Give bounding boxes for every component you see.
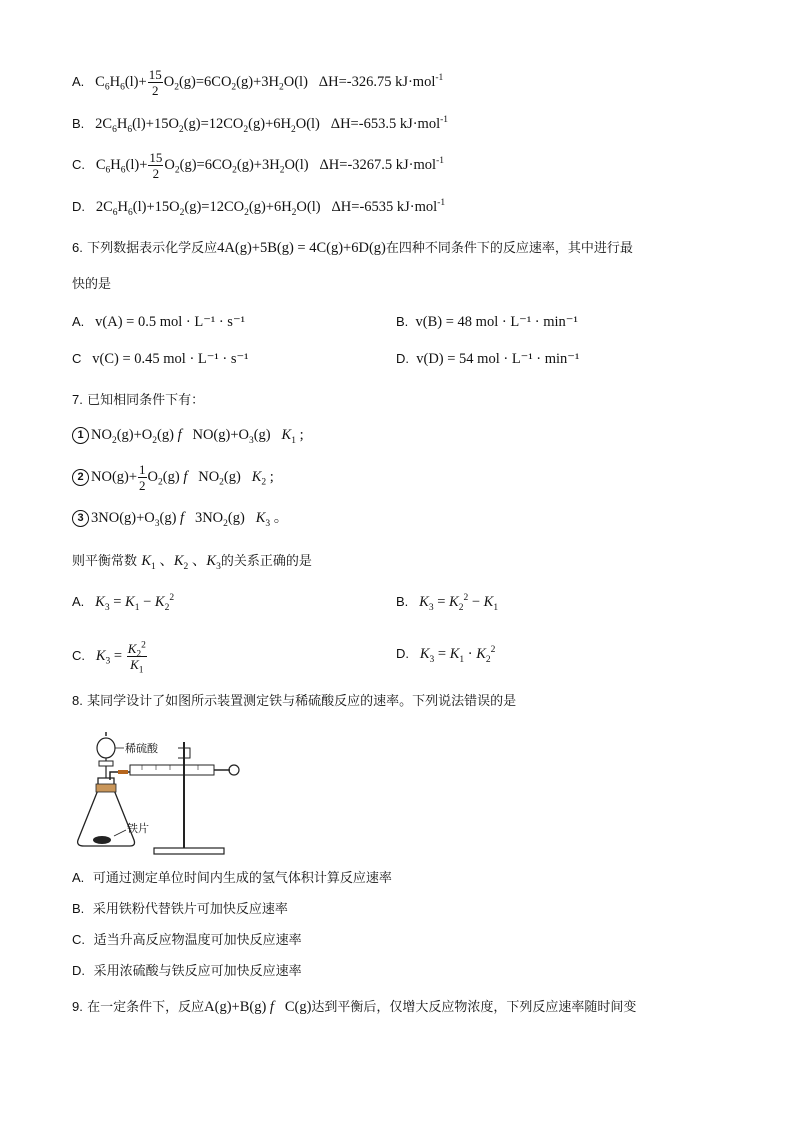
- apparatus-figure: [72, 728, 252, 858]
- q9-reaction: A(g)+B(g) f C(g): [204, 999, 312, 1015]
- option-label: B.: [72, 116, 85, 131]
- option-text: 采用浓硫酸与铁反应可加快反应速率: [93, 964, 302, 979]
- label-iron-sheet: 铁片: [127, 822, 149, 835]
- rate-expression: v(C) = 0.45 mol · L⁻¹ · s⁻¹: [92, 351, 249, 367]
- q6-reaction: 4A(g)+5B(g) = 4C(g)+6D(g): [217, 240, 386, 256]
- enthalpy-value: ΔH=-653.5 kJ·mol: [330, 116, 441, 132]
- unit-exponent: -1: [437, 198, 446, 209]
- fraction: $\frac{15}{2}$: [148, 67, 162, 98]
- option-label: C: [72, 351, 82, 366]
- q9-stem-text: 在一定条件下，反应: [87, 1000, 205, 1015]
- q7-ask: 则平衡常数 $K_1$ 、$K_2$ 、$K_3$的关系正确的是: [72, 553, 312, 572]
- q7-option-a: A. $K_3 = K_1 - K_2^2$: [72, 593, 175, 613]
- fraction: $\frac{K_2^2}{K_1}$: [127, 640, 146, 676]
- q6-stem-text: 下列数据表示化学反应: [87, 241, 218, 256]
- q5-option-a: A. $C_6H_6(l)+$ $\frac{15}{2}$ $O_2(g)=6CO_2(g)+3H_2O(l)$ ΔH=-326.75 kJ·mol$^{-1}$: [72, 67, 444, 98]
- q8-option-d: [72, 962, 302, 981]
- option-label: A.: [72, 73, 85, 89]
- q7-ask-text-2: 的关系正确的是: [220, 554, 312, 569]
- q7-equation-2: 2 NO(g)+ $\frac{1}{2}$ $O_2(g)$ f $NO_2(g)$ $K_2$ ;: [72, 462, 274, 493]
- q5-option-d: D. $2C_6H_6(l)+15O_2(g)=12CO_2(g)+6H_2O(l)$ ΔH=-6535 kJ·mol$^{-1}$: [72, 198, 446, 218]
- q7-equation-3: 3 $3NO(g)+O_3(g)$ f $3NO_2(g)$ $K_3$ 。: [72, 509, 288, 527]
- question-number: 6.: [72, 240, 83, 255]
- circled-1-marker: 1: [72, 427, 89, 444]
- option-text: 可通过测定单位时间内生成的氢气体积计算反应速率: [92, 871, 392, 886]
- q7-stem: [72, 391, 204, 410]
- q7-ask-text: 则平衡常数: [72, 554, 138, 569]
- enthalpy-value: ΔH=-326.75 kJ·mol: [318, 73, 436, 90]
- option-label: C.: [72, 156, 85, 172]
- circled-3-marker: 3: [72, 510, 89, 527]
- q6-stem-text-2: 在四种不同条件下的反应速率，其中进行最: [385, 241, 633, 256]
- q8-stem: [72, 692, 516, 711]
- unit-exponent: -1: [436, 156, 444, 166]
- option-label: D.: [72, 199, 85, 214]
- q7-option-d: D. $K_3 = K_1 \cdot K_2^2$: [396, 645, 496, 665]
- option-label: C.: [72, 647, 85, 663]
- q6-stem: [72, 239, 633, 258]
- option-text: 采用铁粉代替铁片可加快反应速率: [92, 902, 288, 917]
- enthalpy-value: ΔH=-3267.5 kJ·mol: [319, 156, 437, 173]
- option-label: D.: [396, 351, 409, 366]
- rate-expression: v(A) = 0.5 mol · L⁻¹ · s⁻¹: [95, 314, 245, 330]
- option-label: C.: [72, 932, 85, 947]
- fraction: $\frac{1}{2}$: [139, 462, 146, 493]
- option-label: A.: [72, 594, 85, 609]
- q8-option-b: [72, 900, 288, 919]
- circled-2-marker: 2: [72, 469, 89, 486]
- q6-stem-line2: 快的是: [72, 277, 112, 292]
- q6-option-d: [396, 350, 579, 368]
- q6-option-a: [72, 313, 245, 331]
- q6-option-b: [396, 313, 578, 331]
- q7-stem-text: 已知相同条件下有：: [87, 393, 205, 408]
- option-label: A.: [72, 870, 85, 885]
- rate-expression: v(D) = 54 mol · L⁻¹ · min⁻¹: [416, 351, 580, 367]
- unit-exponent: -1: [440, 115, 449, 126]
- q7-option-b: B. $K_3 = K_2^2 - K_1$: [396, 593, 499, 613]
- label-dilute-sulfuric-acid: 稀硫酸: [125, 742, 158, 755]
- q8-stem-text: 某同学设计了如图所示装置测定铁与稀硫酸反应的速率。下列说法错误的是: [87, 694, 517, 709]
- q5-option-b: B. $2C_6H_6(l)+15O_2(g)=12CO_2(g)+6H_2O(l)$ ΔH=-653.5 kJ·mol$^{-1}$: [72, 115, 449, 135]
- q8-option-a: [72, 869, 392, 888]
- q7-option-c: C. $K_3$ = $\frac{K_2^2}{K_1}$: [72, 640, 146, 676]
- option-label: B.: [396, 594, 409, 609]
- question-number: 8.: [72, 693, 83, 708]
- option-label: A.: [72, 314, 85, 329]
- question-number: 7.: [72, 392, 83, 407]
- rate-expression: v(B) = 48 mol · L⁻¹ · min⁻¹: [415, 314, 578, 330]
- q7-equation-1: 1 $NO_2(g)+O_2(g)$ f $NO(g)+O_3(g)$ $K_1$ ;: [72, 426, 304, 444]
- enthalpy-value: ΔH=-6535 kJ·mol: [331, 199, 438, 215]
- option-label: B.: [396, 314, 409, 329]
- option-label: D.: [72, 963, 85, 978]
- fraction: $\frac{15}{2}$: [149, 150, 163, 181]
- option-label: D.: [396, 646, 409, 661]
- question-number: 9.: [72, 999, 83, 1014]
- q6-option-c: [72, 350, 249, 368]
- q8-option-c: [72, 931, 302, 950]
- q5-option-c: C. $C_6H_6(l)+$ $\frac{15}{2}$ $O_2(g)=6CO_2(g)+3H_2O(l)$ ΔH=-3267.5 kJ·mol$^{-1}$: [72, 150, 444, 181]
- unit-exponent: -1: [435, 73, 444, 83]
- option-label: B.: [72, 901, 85, 916]
- option-text: 适当升高反应物温度可加快反应速率: [93, 933, 302, 948]
- q9-stem: [72, 998, 636, 1017]
- q9-stem-text-2: 达到平衡后，仅增大反应物浓度，下列反应速率随时间变: [311, 1000, 637, 1015]
